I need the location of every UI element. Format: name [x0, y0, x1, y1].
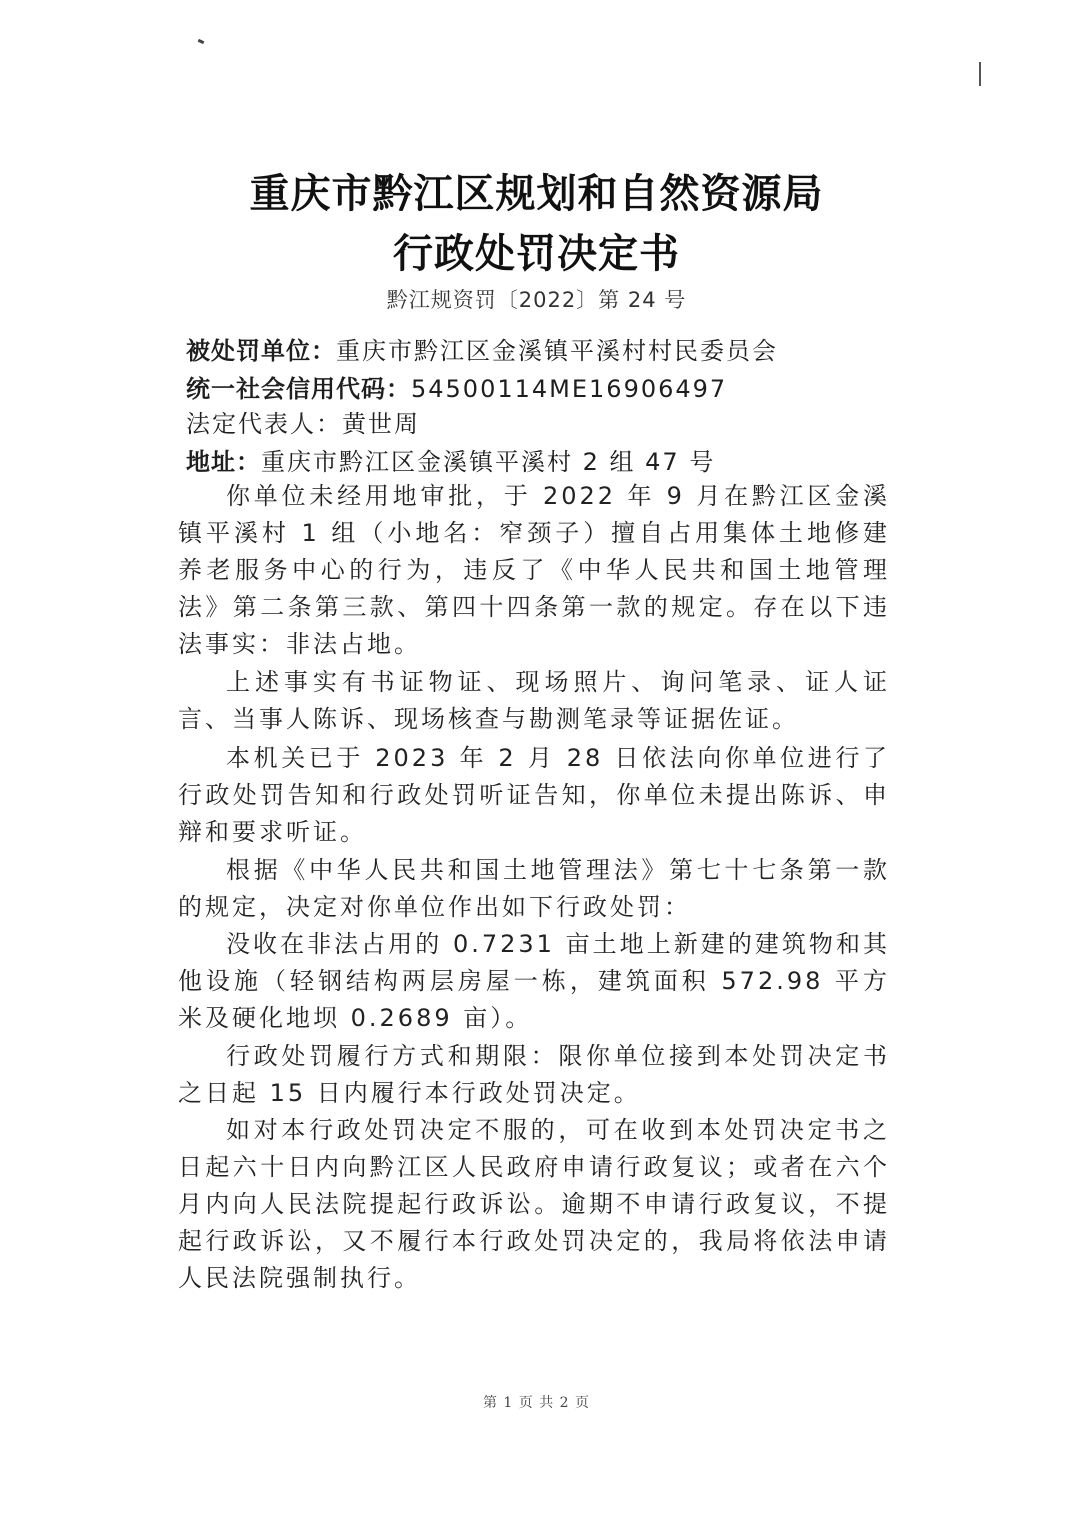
- paragraph-text: 根据《中华人民共和国土地管理法》第七十七条第一款的规定，决定对你单位作出如下行政处罚：: [178, 856, 890, 921]
- paragraph-penalty: [178, 926, 890, 1037]
- paragraph-text: 没收在非法占用的 0.7231 亩土地上新建的建筑物和其他设施（轻钢结构两层房屋一栋，建筑面积 572.98 平方米及硬化地坝 0.2689 亩）。: [178, 930, 890, 1032]
- paragraph-evidence: [178, 664, 890, 738]
- address-field: [186, 442, 715, 477]
- paragraph-appeal: [178, 1112, 890, 1297]
- legal-representative-value: 黄世周: [342, 410, 420, 438]
- paragraph-text: 如对本行政处罚决定不服的，可在收到本处罚决定书之日起六十日内向黔江区人民政府申请行政复议；或者在六个月内向人民法院提起行政诉讼。逾期不申请行政复议，不提起行政诉讼，又不履行本行政处罚决定的，我局将依法申请人民法院强制执行。: [178, 1116, 890, 1292]
- paragraph-legal-basis: [178, 852, 890, 926]
- scan-speck: [198, 39, 205, 44]
- paragraph-text: 你单位未经用地审批，于 2022 年 9 月在黔江区金溪镇平溪村 1 组（小地名：窄颈子）擅自占用集体土地修建养老服务中心的行为，违反了《中华人民共和国土地管理法》第二条第三款、第四十四条第一款的规定。存在以下违法事实：非法占地。: [178, 482, 890, 658]
- paragraph-notification: [178, 740, 890, 851]
- paragraph-text: 上述事实有书证物证、现场照片、询问笔录、证人证言、当事人陈诉、现场核查与勘测笔录等证据佐证。: [178, 668, 890, 733]
- penalized-unit-label: 被处罚单位：: [186, 337, 336, 365]
- penalized-unit-value: 重庆市黔江区金溪镇平溪村村民委员会: [336, 337, 778, 365]
- legal-representative-label: 法定代表人：: [186, 410, 342, 438]
- address-label: 地址：: [186, 448, 261, 476]
- document-number: 黔江规资罚〔2022〕第 24 号: [386, 288, 687, 312]
- credit-code-label: 统一社会信用代码：: [186, 375, 411, 403]
- page-number-footer: 第 1 页 共 2 页: [482, 1395, 591, 1411]
- document-title-issuer: 重庆市黔江区规划和自然资源局: [249, 170, 824, 217]
- address-value: 重庆市黔江区金溪镇平溪村 2 组 47 号: [261, 448, 716, 476]
- paragraph-violation: [178, 478, 890, 663]
- legal-representative-field: [186, 404, 420, 439]
- paragraph-text: 本机关已于 2023 年 2 月 28 日依法向你单位进行了行政处罚告知和行政处罚听证告知，你单位未提出陈诉、申辩和要求听证。: [178, 744, 890, 846]
- paragraph-text: 行政处罚履行方式和期限：限你单位接到本处罚决定书之日起 15 日内履行本行政处罚决定。: [178, 1042, 890, 1107]
- scan-edge-mark: [979, 62, 981, 86]
- document-title-type: 行政处罚决定书: [393, 230, 680, 277]
- penalized-unit-field: [186, 331, 778, 366]
- paragraph-deadline: [178, 1038, 890, 1112]
- credit-code-value: 54500114ME16906497: [411, 375, 728, 403]
- credit-code-field: [186, 369, 727, 404]
